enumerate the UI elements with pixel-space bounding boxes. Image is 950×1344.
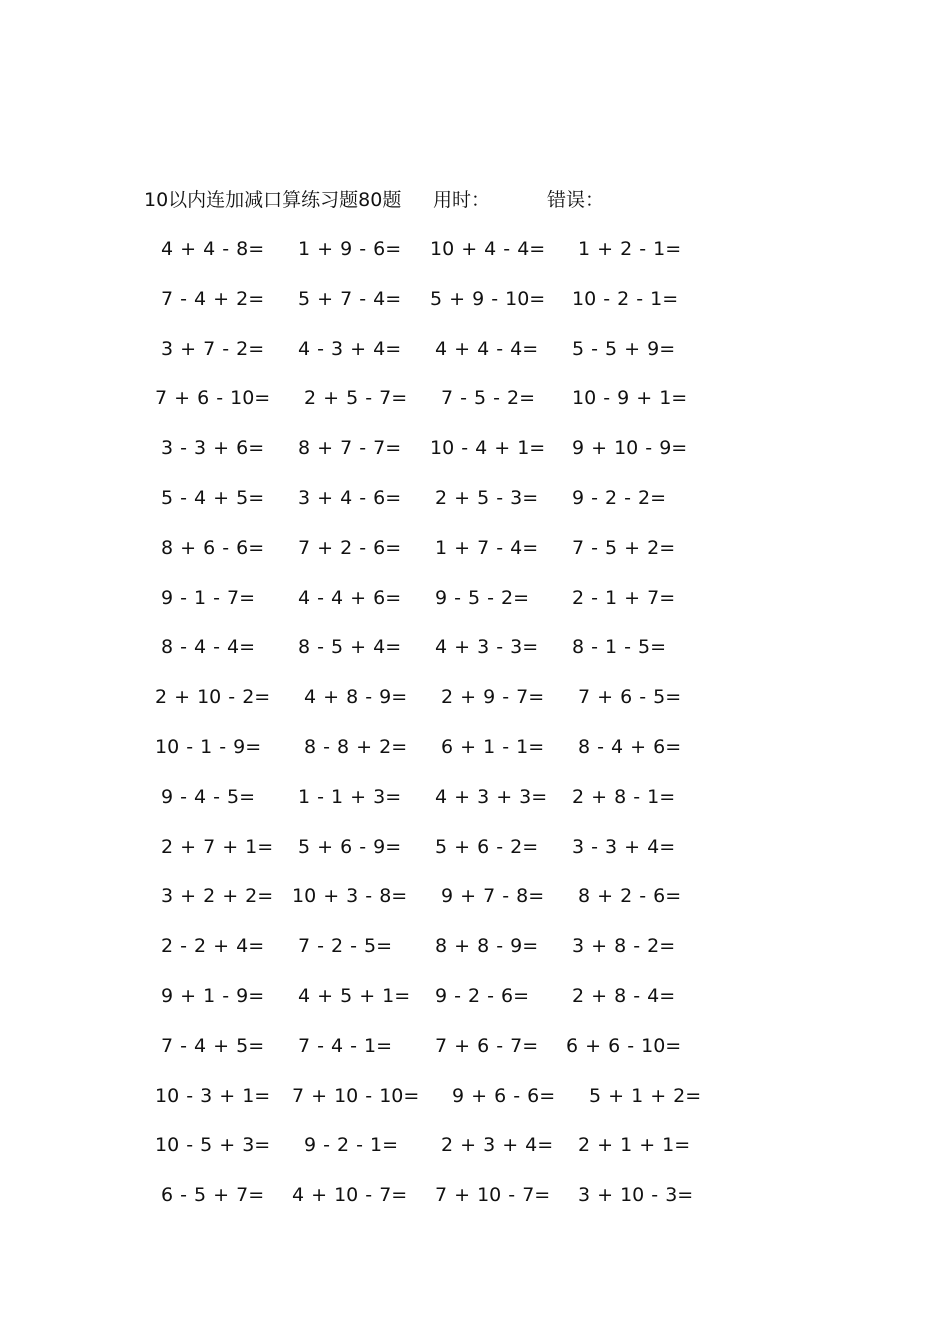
time-label: 用时：: [433, 189, 491, 211]
problem-grid: [0, 235, 950, 1231]
problem-row: [0, 783, 950, 833]
math-problem: 1 + 7 - 4=: [435, 536, 539, 559]
math-problem: 4 + 3 + 3=: [435, 785, 548, 808]
math-problem: 2 + 1 + 1=: [578, 1134, 691, 1157]
math-problem: 3 + 7 - 2=: [161, 337, 265, 360]
math-problem: 7 + 10 - 7=: [435, 1184, 551, 1207]
math-problem: 3 + 4 - 6=: [298, 486, 402, 509]
problem-row: [0, 683, 950, 733]
problem-row: [0, 235, 950, 285]
math-problem: 2 + 10 - 2=: [155, 686, 271, 709]
math-problem: 7 + 6 - 5=: [578, 686, 682, 709]
math-problem: 9 - 5 - 2=: [435, 586, 530, 609]
math-problem: 5 + 6 - 9=: [298, 835, 402, 858]
math-problem: 1 + 9 - 6=: [298, 238, 402, 260]
math-problem: 5 - 5 + 9=: [572, 337, 676, 360]
problem-row: [0, 584, 950, 634]
problem-row: [0, 882, 950, 932]
math-problem: 4 + 3 - 3=: [435, 636, 539, 659]
errors-label: 错误：: [547, 189, 605, 211]
problem-row: [0, 633, 950, 683]
math-problem: 5 + 1 + 2=: [589, 1084, 702, 1107]
math-problem: 10 + 3 - 8=: [292, 885, 408, 908]
math-problem: 8 + 7 - 7=: [298, 437, 402, 460]
problem-row: [0, 982, 950, 1032]
math-problem: 5 + 7 - 4=: [298, 287, 402, 310]
math-problem: 2 - 2 + 4=: [161, 935, 265, 958]
problem-row: [0, 534, 950, 584]
math-problem: 5 + 9 - 10=: [430, 287, 546, 310]
math-problem: 1 + 2 - 1=: [578, 238, 682, 260]
problem-row: [0, 384, 950, 434]
math-problem: 5 - 4 + 5=: [161, 486, 265, 509]
math-problem: 3 + 10 - 3=: [578, 1184, 694, 1207]
math-problem: 9 + 7 - 8=: [441, 885, 545, 908]
math-problem: 9 - 2 - 1=: [304, 1134, 399, 1157]
math-problem: 9 + 1 - 9=: [161, 984, 265, 1007]
math-problem: 10 + 4 - 4=: [430, 238, 546, 260]
math-problem: 7 - 4 + 5=: [161, 1034, 265, 1057]
math-problem: 9 + 6 - 6=: [452, 1084, 556, 1107]
problem-row: [0, 285, 950, 335]
math-problem: 2 + 7 + 1=: [161, 835, 274, 858]
math-problem: 8 - 4 - 4=: [161, 636, 256, 659]
math-problem: 4 + 4 - 4=: [435, 337, 539, 360]
math-problem: 3 - 3 + 4=: [572, 835, 676, 858]
problem-row: [0, 833, 950, 883]
math-problem: 10 - 4 + 1=: [430, 437, 546, 460]
math-problem: 1 - 1 + 3=: [298, 785, 402, 808]
math-problem: 2 + 5 - 7=: [304, 387, 408, 410]
math-problem: 9 - 2 - 2=: [572, 486, 667, 509]
math-problem: 2 + 9 - 7=: [441, 686, 545, 709]
math-problem: 10 - 1 - 9=: [155, 735, 262, 758]
math-problem: 8 + 8 - 9=: [435, 935, 539, 958]
math-problem: 9 - 4 - 5=: [161, 785, 256, 808]
math-problem: 4 + 10 - 7=: [292, 1184, 408, 1207]
problem-row: [0, 733, 950, 783]
math-problem: 2 + 8 - 4=: [572, 984, 676, 1007]
math-problem: 7 - 4 + 2=: [161, 287, 265, 310]
math-problem: 2 + 8 - 1=: [572, 785, 676, 808]
problem-row: [0, 1082, 950, 1132]
problem-row: [0, 1181, 950, 1231]
math-problem: 8 - 8 + 2=: [304, 735, 408, 758]
math-problem: 7 - 5 + 2=: [572, 536, 676, 559]
math-problem: 3 + 8 - 2=: [572, 935, 676, 958]
math-problem: 3 - 3 + 6=: [161, 437, 265, 460]
math-problem: 2 + 3 + 4=: [441, 1134, 554, 1157]
math-problem: 10 - 5 + 3=: [155, 1134, 271, 1157]
math-problem: 4 - 4 + 6=: [298, 586, 402, 609]
problem-row: [0, 1131, 950, 1181]
math-problem: 7 - 4 - 1=: [298, 1034, 393, 1057]
math-problem: 7 + 2 - 6=: [298, 536, 402, 559]
math-problem: 7 - 2 - 5=: [298, 935, 393, 958]
worksheet-title: 10以内连加减口算练习题80题: [144, 189, 402, 211]
problem-row: [0, 434, 950, 484]
math-problem: 9 - 1 - 7=: [161, 586, 256, 609]
math-problem: 4 + 4 - 8=: [161, 238, 265, 260]
math-problem: 8 - 4 + 6=: [578, 735, 682, 758]
math-problem: 10 - 3 + 1=: [155, 1084, 271, 1107]
math-problem: 7 - 5 - 2=: [441, 387, 536, 410]
math-problem: 5 + 6 - 2=: [435, 835, 539, 858]
math-problem: 7 + 6 - 7=: [435, 1034, 539, 1057]
math-problem: 10 - 9 + 1=: [572, 387, 688, 410]
math-problem: 7 + 10 - 10=: [292, 1084, 420, 1107]
math-problem: 8 + 2 - 6=: [578, 885, 682, 908]
math-problem: 9 - 2 - 6=: [435, 984, 530, 1007]
math-problem: 8 + 6 - 6=: [161, 536, 265, 559]
math-problem: 4 + 5 + 1=: [298, 984, 411, 1007]
math-problem: 10 - 2 - 1=: [572, 287, 679, 310]
math-problem: 8 - 1 - 5=: [572, 636, 667, 659]
math-problem: 6 + 6 - 10=: [566, 1034, 682, 1057]
math-problem: 3 + 2 + 2=: [161, 885, 274, 908]
math-problem: 2 + 5 - 3=: [435, 486, 539, 509]
math-problem: 8 - 5 + 4=: [298, 636, 402, 659]
math-problem: 6 + 1 - 1=: [441, 735, 545, 758]
math-problem: 9 + 10 - 9=: [572, 437, 688, 460]
problem-row: [0, 484, 950, 534]
problem-row: [0, 1032, 950, 1082]
math-problem: 2 - 1 + 7=: [572, 586, 676, 609]
math-problem: 4 + 8 - 9=: [304, 686, 408, 709]
math-problem: 7 + 6 - 10=: [155, 387, 271, 410]
math-problem: 4 - 3 + 4=: [298, 337, 402, 360]
math-problem: 6 - 5 + 7=: [161, 1184, 265, 1207]
problem-row: [0, 932, 950, 982]
problem-row: [0, 335, 950, 385]
